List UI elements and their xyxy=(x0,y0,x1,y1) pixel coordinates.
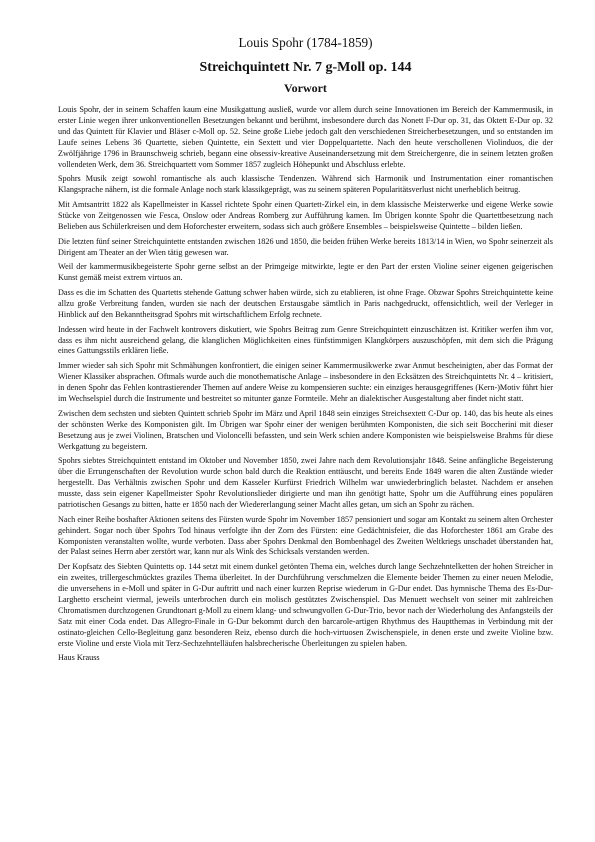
paragraph: Die letzten fünf seiner Streichquintette entstanden zwischen 1826 und 1850, die beiden frühen Werke bereits 1813/14 in Wien, wo Spohr seinerzeit als Dirigent am Theater an der Wien tätig gewesen war. xyxy=(58,236,553,257)
paragraph: Nach einer Reihe boshafter Aktionen seitens des Fürsten wurde Spohr im November 1857 pensioniert und sogar am Kontakt zu seinem alten Orchester gehindert. Sogar noch über Spohrs Tod hinaus verfolgte ihn der Zorn des Fürsten: eine Gedächtnisfeier, die das Hoforchester 1861 am Grabe des Komponisten veranstalten wollte, wurde verboten. Dass aber Spohrs Denkmal den Bombenhagel des Zweiten Weltkriegs unschadet überstanden hat, der Palast seines Herrn aber zerstört war, kann nur als Wink des Schicksals verstanden werden. xyxy=(58,514,553,557)
paragraph: Dass es die im Schatten des Quartetts stehende Gattung schwer haben würde, sich zu etablieren, ist ohne Frage. Obzwar Spohrs Streichquintette keine allzu große Verbreitung fanden, wurden sie nach der deutschen Erstausgabe sämtlich in Paris nachgedruckt, offensichtlich, weil der Verleger in Hinblick auf den Bekanntheitsgrad Spohrs mit wirtschaftlichem Erfolg rechnete. xyxy=(58,288,553,319)
author-signature: Haus Krauss xyxy=(58,653,100,663)
paragraph: Zwischen dem sechsten und siebten Quintett schrieb Spohr im März und April 1848 sein einziges Streichsextett C-Dur op. 140, das bis heute als eines der schönsten Werke des Komponisten gilt. Im Übrigen war Spohr einer der wenigen berühmten Komponisten, die sich seit Boccherini mit dieser Besetzung aus je zwei Violinen, Bratschen und Violoncelli befassten, und sein Werk schien andere Komponisten wie beispielsweise Brahms für diese Werkgattung zu begeistern. xyxy=(58,408,553,451)
paragraph: Indessen wird heute in der Fachwelt kontrovers diskutiert, wie Spohrs Beitrag zum Genre Streichquintett einzuschätzen ist. Kritiker werfen ihm vor, dass es ihm nicht ausreichend gelang, die klanglichen Möglichkeiten eines fünfstimmigen Klangkörpers auszuschöpfen, mit dem sich die Prägung eines Gattungsstils erklären ließe. xyxy=(58,324,553,356)
paragraph: Louis Spohr, der in seinem Schaffen kaum eine Musikgattung ausließ, wurde vor allem durch seine Innovationen im Bereich der Kammermusik, in erster Linie wegen ihrer unkonventionellen Besetzungen bekannt und berühmt, insbesondere durch das Nonett F-Dur op. 31, das Oktett E-Dur op. 32 und das Quintett für Klavier und Bläser c-Moll op. 52. Seine große Liebe jedoch galt den verschiedenen Streicherbesetzungen, und so entstanden im Laufe seines Lebens 36 Quartette, sieben Quintette, ein Sextett und vier Doppelquartette. Nach den heute verschollenen Violinduos, die der Zwölfjährige 1796 in Braunschweig schrieb, begann eine obsessiv-kreative Auseinandersetzung mit dem Streichergenre, die in seinem letzten großen vollendeten Werk, dem 36. Streichquartett vom Sommer 1857 zugleich Höhepunkt und Abschluss erlebte. xyxy=(58,105,553,169)
preface-body xyxy=(58,105,553,664)
paragraph: Mit Amtsantritt 1822 als Kapellmeister in Kassel richtete Spohr einen Quartett-Zirkel ein, in dem klassische Meisterwerke und eigene Werke sowie Stücke von Zeitgenossen wie Fesca, Onslow oder Andreas Romberg zur Aufführung kamen. Im Übrigen konnte Spohr die Quartettbesetzung nach Belieben aus Schülerkreisen und dem Hoforchester erweitern, sodass sich auch größere Ensembles – beispielsweise Quintette – bilden ließen. xyxy=(58,200,553,231)
paragraph: Der Kopfsatz des Siebten Quintetts op. 144 setzt mit einem dunkel getönten Thema ein, welches durch lange Sechzehntelketten der hohen Streicher in ein zweites, trillergeschmücktes graziles Thema überleitet. In der Durchführung verschmelzen die Elemente beider Themen zu einer neuen Melodie, die unversehens in e-Moll und später in G-Dur auftritt und nach einer kurzen Reprise wiederum in G-Dur endet. Das hymnische Thema des Es-Dur-Larghetto erscheint viermal, jeweils unterbrochen durch ein molisch gestütztes Zwischenspiel. Das Menuett wechselt von seiner mit zahlreichen Chromatismen durchzogenen Grundtonart g-Moll zu einem klang- und schwungvollen G-Dur-Trio, bevor nach der Wiederholung des Anfangsteils der Satz mit einer Coda endet. Das Allegro-Finale in G-Dur bekommt durch den barcarole-artigen Rhythmus des Hauptthemas in Verbindung mit der ostinato-gleichen Cello-Begleitung ganz besonderen Reiz, ebenso durch die hoch-virtuosen Zwischenspiele, in denen erste und zweite Violine bzw. erste Violine und erste Viola mit Terz-Sechzehntelläufen halsbrecherische Überleitungen zu spielen haben. xyxy=(58,562,553,648)
work-title: Streichquintett Nr. 7 g-Moll op. 144 xyxy=(199,60,412,75)
composer-heading: Louis Spohr (1784-1859) xyxy=(238,35,373,50)
paragraph: Weil der kammermusikbegeisterte Spohr gerne selbst an der Primgeige mitwirkte, legte er den Part der ersten Violine seiner eigenen geigerischen Kunst gemäß meist extrem virtuos an. xyxy=(58,262,553,283)
paragraph: Immer wieder sah sich Spohr mit Schmähungen konfrontiert, die einigen seiner Kammermusikwerke zwar Anmut bescheinigten, aber das Format der Wiener Klassiker absprachen. Oftmals wurde auch die monothematische Anlage – insbesondere in den Ecksätzen des Streichquintetts Nr. 4 – kritisiert, in denen Spohr das Fehlen kontrastierender Themen auf andere Weise zu kompensieren suchte: ein einziges herausgegriffenes (Kern-)Motiv führt hier im Wechselspiel durch die Instrumente und bestreitet so mitunter ganze Formteile. Mehr an dialektischer Ausgestaltung aber findet nicht statt. xyxy=(58,361,553,403)
paragraph: Spohrs Musik zeigt sowohl romantische als auch klassische Tendenzen. Während sich Harmonik und Instrumentation einer romantischen Klangsprache nähern, ist die formale Anlage noch stark klassikgeprägt, was zu seinem späteren Popularitätsverlust nicht unerheblich beitrug. xyxy=(58,174,553,195)
section-title: Vorwort xyxy=(284,81,327,95)
paragraph: Spohrs siebtes Streichquintett entstand im Oktober und November 1850, zwei Jahre nach dem Revolutionsjahr 1848. Seine anfängliche Begeisterung über die Errungenschaften der Revolution wurde schon bald durch die Reaktion enttäuscht, und bereits Ende 1849 waren die alten Zustände wieder hergestellt. Das Verhältnis zwischen Spohr und dem Kasseler Kurfürst Friedrich Wilhelm war unwiederbringlich belastet. Nachdem er ansehen musste, dass sein eigener Kapellmeister Spohr Revolutionslieder dirigierte und man ihn genötigt hatte, Spohr um die Aufführung eines populären patriotischen Gesangs zu bitten, hatte er 1850 nach der Wiedererlangung seiner Macht alles getan, um sich an Spohr zu rächen. xyxy=(58,456,553,509)
